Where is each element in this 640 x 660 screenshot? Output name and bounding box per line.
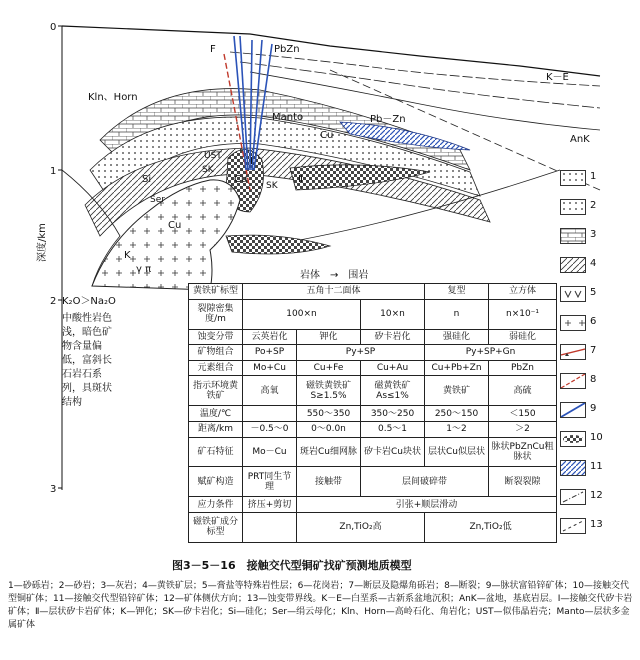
table-row: 应力条件 挤压+剪切 引张+顺层滑动 — [189, 497, 557, 513]
table-row: 元素组合 Mo+Cu Cu+Fe Cu+Au Cu+Pb+Zn PbZn — [189, 360, 557, 376]
alteration-boundary-icon — [560, 518, 586, 534]
row-label: 裂隙密集度/m — [189, 299, 243, 329]
label-K-E: K－E — [546, 72, 569, 83]
row-label: 矿石特征 — [189, 437, 243, 467]
row-label: 温度/℃ — [189, 406, 243, 422]
label-K: K — [124, 250, 131, 261]
table-row: 蚀变分带 云英岩化 钾化 矽卡岩化 强硅化 弱硅化 — [189, 329, 557, 345]
label-AnK: AnK — [570, 134, 590, 145]
contact-orebody-lower — [226, 235, 330, 254]
label-SK-left: SK — [202, 165, 214, 175]
label-Si: Si — [142, 174, 152, 185]
label-Cu-lower: Cu — [168, 220, 182, 231]
label-F: F — [210, 44, 216, 55]
rock-description: 中酸性岩色浅，暗色矿物含量偏低，富斜长石岩石系列，具斑状结构 — [62, 313, 112, 408]
table-row: 距离/km －0.5～0 0～0.0n 0.5～1 1～2 ＞2 — [189, 421, 557, 437]
label-PbZn: PbZn — [274, 44, 300, 55]
tick-3: 3 — [50, 484, 57, 495]
fault-breccia-icon — [560, 344, 586, 360]
legend-item: 8 — [560, 373, 636, 389]
legend-item: 3 — [560, 228, 636, 244]
legend-symbols — [560, 170, 636, 546]
granite-icon — [560, 315, 586, 331]
prediction-table — [188, 283, 557, 543]
legend-item: 5 — [560, 286, 636, 302]
table-row: 裂隙密集度/m 100×n 10×n n n×10⁻¹ — [189, 299, 557, 329]
row-label: 指示环境黄铁矿 — [189, 376, 243, 406]
label-SK-right: SK — [266, 181, 278, 191]
surface-line — [62, 26, 600, 76]
table-row: 温度/℃ 550～350 350～250 250～150 ＜150 — [189, 406, 557, 422]
label-Manto: Manto — [272, 112, 304, 123]
row-label: 距离/km — [189, 421, 243, 437]
table-row: 矿物组合 Po+SP Py+SP Py+SP+Gn — [189, 345, 557, 361]
label-I: Ⅰ — [250, 156, 253, 167]
cu-orebody-icon — [560, 431, 586, 447]
label-Cu-top: Cu — [320, 130, 334, 141]
legend-description: 1—砂砾岩；2—砂岩；3—灰岩；4—黄铁矿层；5—膏盐等特殊岩性层；6—花岗岩；7—断层及隐爆角砾岩；8—断裂；9—脉状富铅锌矿体；10—接触交代型铜矿体；11—接触交代型铅锌矿体；12—矿体侧伏方向；13—蚀变带界线。K－E—白垩系—古新系盆地沉积；AnK—盆地，基底岩层。Ⅰ—接触交代矽卡岩矿体；Ⅱ—层状矽卡岩矿体；K—钾化；SK—矽卡岩化；Si—硅化；Ser—绢云母化；Kln、Horn—高岭石化、角岩化；UST—似伟晶岩壳；Manto—层状多金属矿体 — [8, 581, 633, 630]
row-label: 黄铁矿标型 — [189, 284, 243, 300]
row-label: 元素组合 — [189, 360, 243, 376]
legend-item: 10 — [560, 431, 636, 447]
label-gamma-pi: γ π — [136, 264, 152, 275]
label-UST: UST — [204, 151, 222, 161]
label-Pb-Zn: Pb－Zn — [370, 114, 406, 125]
evaporite-icon — [560, 286, 586, 302]
k2o-note: K₂O＞Na₂O — [62, 296, 116, 307]
limestone-icon — [560, 228, 586, 244]
table-row: 指示环境黄铁矿 高氧 磁铁黄铁矿S≥1.5% 磁黄铁矿As≤1% 黄铁矿 高硫 — [189, 376, 557, 406]
legend-item: 2 — [560, 199, 636, 215]
row-label: 应力条件 — [189, 497, 243, 513]
table-row: 赋矿构造 PRT同生节理 接触带 层间破碎带 断裂裂隙 — [189, 467, 557, 497]
depth-axis-label: 深度/km — [37, 223, 48, 262]
table-row: 矿石特征 Mo－Cu 斑岩Cu细网脉 矽卡岩Cu块状 层状Cu似层状 脉状PbZnCu粗脉状 — [189, 437, 557, 467]
figure-caption: 图3－5－16 接触交代型铜矿找矿预测地质模型 — [172, 559, 412, 572]
row-label: 蚀变分带 — [189, 329, 243, 345]
legend-item: 7 — [560, 344, 636, 360]
row-label: 磁铁矿成分标型 — [189, 512, 243, 542]
label-Kln-Horn: Kln、Horn — [88, 92, 138, 103]
legend-item: 9 — [560, 402, 636, 418]
tick-2: 2 — [50, 296, 57, 307]
table-row: 黄铁矿标型 五角十二面体 复型 立方体 — [189, 284, 557, 300]
tick-0: 0 — [50, 22, 57, 33]
legend-item: 13 — [560, 518, 636, 534]
pyrite-layer-icon — [560, 257, 586, 273]
table-direction-header: 岩体 → 围岩 — [300, 270, 369, 281]
legend-item: 12 — [560, 489, 636, 505]
conglomerate-icon — [560, 170, 586, 186]
label-Ser: Ser — [150, 195, 165, 205]
legend-item: 4 — [560, 257, 636, 273]
pbzn-vein-icon — [560, 402, 586, 418]
fracture-icon — [560, 373, 586, 389]
legend-item: 11 — [560, 460, 636, 476]
row-label: 矿物组合 — [189, 345, 243, 361]
legend-item: 6 — [560, 315, 636, 331]
plunge-direction-icon — [560, 489, 586, 505]
label-Cu-left: Cu — [234, 174, 248, 185]
tick-1: 1 — [50, 166, 57, 177]
row-label: 赋矿构造 — [189, 467, 243, 497]
table-row: 磁铁矿成分标型 Zn,TiO₂高 Zn,TiO₂低 — [189, 512, 557, 542]
pbzn-orebody-icon — [560, 460, 586, 476]
sandstone-icon — [560, 199, 586, 215]
label-II: Ⅱ — [298, 174, 303, 185]
legend-item: 1 — [560, 170, 636, 186]
